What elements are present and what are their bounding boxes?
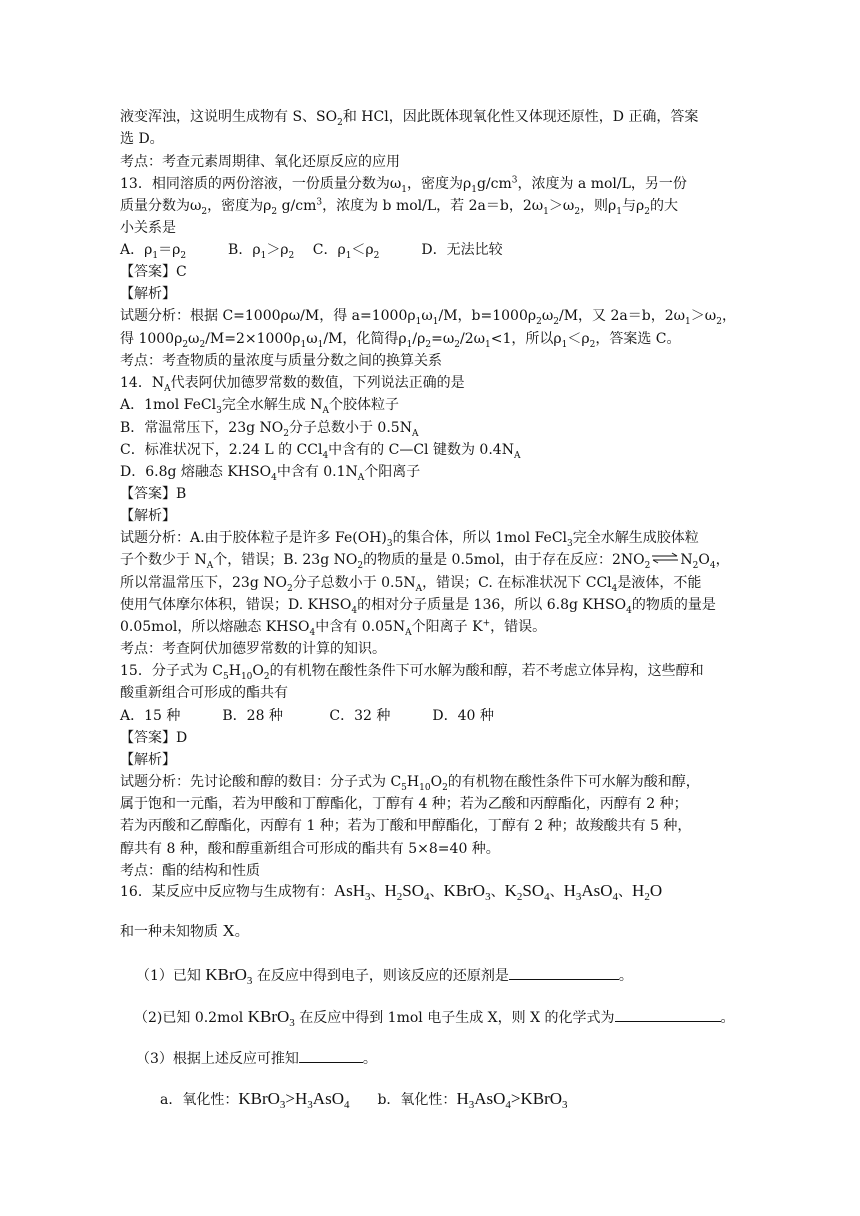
text-run: 、 [549,884,564,900]
text-run: <1，所以ρ [490,331,562,347]
text-line [120,638,760,660]
subscript: A [415,583,423,594]
text-line [120,793,760,815]
text-run: ，错误；C. 在标准状况下 CCl [422,575,612,591]
formula-text: AsO [474,1089,506,1108]
formula-subscript: 2 [644,890,650,903]
text-line [120,328,760,350]
subscript: 2 [425,339,432,350]
subscript: A [164,383,171,394]
text-run: D．6.8g 熔融态 KHSO [120,464,272,480]
text-run: 考点：考查物质的量浓度与质量分数之间的换算关系 [120,353,442,369]
text-line [120,106,760,128]
text-run: 选 D。 [120,131,164,147]
answer-blank[interactable] [615,1007,721,1022]
formula-text: K [504,881,517,900]
text-run: 是液体，不能 [617,575,702,591]
formula-subscript: 3 [279,1098,286,1111]
text-line [120,461,760,483]
text-run: g/cm [476,176,512,192]
subscript: 4 [309,627,316,638]
subscript: 4 [626,605,632,616]
text-line [120,217,760,239]
text-run: ，错误。 [490,619,547,635]
text-run: 的有机物在酸性条件下可水解为酸和醇，若不考虑立体异构，这些醇和 [269,663,704,679]
text-run: 和 HCl，因此既体现氧化性又体现还原性，D 正确，答案 [342,109,699,125]
text-run: ， [721,308,736,324]
text-line [120,483,760,505]
text-run: g/cm [277,198,317,214]
text-run: 个阳离子 K [411,619,483,635]
formula-text: H [632,881,645,900]
text-run: 16．某反应中反应物与生成物有： [120,884,334,900]
text-line [120,660,760,682]
text-run: 0.05mol，所以熔融态 KHSO [120,619,310,635]
text-run: 【解析】 [120,752,176,768]
subscript: 2 [589,339,596,350]
formula-text: O [649,881,663,900]
text-run: ＝ρ [158,242,181,258]
text-run: ＜ρ [567,331,590,347]
text-run: ＞ρ [266,242,289,258]
subscript: 4 [322,450,329,461]
text-line [120,394,760,416]
question-16-line [134,1004,774,1031]
text-line [120,682,760,704]
text-line [120,372,760,394]
text-run: 个阳离子 [364,464,421,480]
question-16-line [136,962,776,989]
text-line [120,705,760,727]
subscript: 1 [616,206,623,217]
subscript: 2 [283,428,289,439]
question-16-line [120,918,760,945]
text-run: ， [715,552,730,568]
text-line [120,771,760,793]
text-run: ＜ρ [351,242,374,258]
subscript: 1 [260,250,267,261]
subscript: 2 [180,250,187,261]
text-run: O [430,774,443,790]
text-run: ，答案选 C。 [595,331,681,347]
text-run: 15．分子式为 C [120,663,223,679]
subscript: 2 [201,206,208,217]
text-line [120,549,760,571]
subscript: 1 [152,250,159,261]
formula-text: KBrO [238,1089,280,1108]
subscript: 4 [709,560,716,571]
formula-subscript: 4 [544,890,550,903]
text-run: 代表阿伏加德罗常数的数值，下列说法正确的是 [170,375,465,391]
subscript: 2 [442,782,448,793]
formula-subscript: 3 [307,1098,313,1111]
subscript: 2 [288,250,295,261]
text-run: H [228,663,241,679]
text-run: A．1mol FeCl [120,397,217,413]
subscript: A [206,560,214,571]
subscript: 4 [351,605,358,616]
text-run: 分子总数小于 0.5N [288,420,412,436]
subscript: 3 [386,538,393,549]
subscript: 2 [536,316,542,327]
text-run: 酸重新组合可形成的酯共有 [120,685,288,701]
answer-blank[interactable] [299,1048,363,1063]
formula-text: >KBrO [510,1089,563,1108]
text-run: 、 [618,884,633,900]
text-run: ω [188,331,200,347]
text-run: A．ρ [120,242,153,258]
question-16-line [160,1086,800,1113]
superscript: + [482,618,491,629]
superscript: 3 [511,175,518,186]
text-line [120,572,760,594]
text-line [120,439,760,461]
text-run: A．15 种 B．28 种 C．32 种 D．40 种 [120,708,494,724]
text-run: 小关系是 [120,220,176,236]
text-run: 醇共有 8 种，酸和醇重新组合可形成的酯共有 5×8=40 种。 [120,841,500,857]
text-run: 、 [370,884,385,900]
text-line [120,727,760,749]
formula-subscript: 3 [365,890,371,903]
text-run: 【解析】 [120,286,176,302]
text-run: /M=2×1000ρ [205,331,301,347]
text-run: 中含有的 C—Cl 键数为 0.4N [328,442,514,458]
text-line [120,195,760,217]
formula-text: H [563,881,576,900]
question-16-line [136,1046,776,1072]
text-run: 若为丙酸和乙醇酯化，丙醇有 1 种；若为丁酸和甲醇酯化，丁醇有 2 种；故羧酸共有 5 种， [120,818,692,834]
subscript: 1 [561,339,568,350]
formula-subscript: 4 [505,1098,511,1111]
subscript: 1 [406,339,413,350]
text-run: 个，错误；B. 23g NO [213,552,358,568]
formula-text: AsH [333,881,365,900]
formula-subscript: 4 [612,890,619,903]
formula-text: H [456,1089,469,1108]
text-run: N [680,552,693,568]
text-run: 的相对分子质量是 136，所以 6.8g KHSO [357,597,627,613]
formula-text: AsO [312,1089,344,1108]
text-run: 子个数少于 N [120,552,207,568]
text-run: H [406,774,420,790]
text-run: 使用气体摩尔体积，错误；D. KHSO [120,597,352,613]
subscript: 3 [567,538,573,549]
formula-subscript: 3 [575,890,582,903]
text-run: 。 [234,924,249,940]
subscript: 2 [373,250,380,261]
formula-text: AsO [581,881,613,900]
text-run: 中含有 0.1N [276,464,358,480]
text-line [120,527,760,549]
subscript: 10 [419,782,431,793]
formula-subscript: 3 [485,890,491,903]
text-line [120,305,760,327]
subscript: 2 [644,206,650,217]
text-run: 在反应中得到 1mol 电子生成 X，则 X 的化学式为 [294,1010,615,1026]
text-run: O [698,552,710,568]
text-run: ω [306,331,318,347]
text-run: /M，又 2a＝b，2ω [559,308,686,324]
subscript: 2 [263,671,270,682]
text-run: 的物质的量是 [631,597,716,613]
equilibrium-arrow-icon [650,549,680,571]
text-line [120,350,760,372]
subscript: 1 [317,339,324,350]
text-line [120,128,760,150]
text-run: 14．N [120,375,165,391]
text-run: ，密度为ρ [207,198,272,214]
text-run: 个胶体粒子 [329,397,400,413]
text-run: 。 [720,1010,735,1026]
text-run: ω [421,308,433,324]
formula-subscript: 3 [562,1098,568,1111]
text-line [120,151,760,173]
subscript: 5 [401,782,407,793]
text-run: O [252,663,264,679]
subscript: 2 [553,316,559,327]
subscript: A [513,450,521,461]
subscript: 2 [644,560,651,571]
subscript: 1 [415,316,422,327]
text-run: C．ρ [294,242,346,258]
text-run: D．无法比较 [379,242,503,258]
subscript: 2 [286,583,293,594]
text-line [120,261,760,283]
subscript: 10 [240,671,253,682]
subscript: 1 [300,339,307,350]
text-run: 属于饱和一元酯，若为甲酸和丁醇酯化，丁醇有 4 种；若为乙酸和丙醇酯化，丙醇有 2 种； [120,796,688,812]
formula-text: KBrO [443,881,486,900]
subscript: 3 [216,405,222,416]
text-run: 13．相同溶质的两份溶液，一份质量分数为ω [120,176,402,192]
text-run: （3）根据上述反应可推知 [136,1051,299,1067]
question-16-line [120,878,760,905]
text-run: =ω [431,331,455,347]
subscript: 2 [337,117,343,128]
text-run: 液变浑浊，这说明生成物有 S、SO [120,109,338,125]
text-run: 得 1000ρ [120,331,183,347]
subscript: 4 [611,583,618,594]
subscript: 2 [271,206,278,217]
text-run: B．常温常压下，23g NO [120,420,284,436]
formula-text: KBrO [247,1007,290,1026]
superscript: 3 [316,197,323,208]
text-run: ＞ω [690,308,717,324]
text-run: ＞ω [548,198,575,214]
text-run: a．氧化性： [160,1092,239,1108]
subscript: 2 [692,560,699,571]
formula-subscript: 3 [468,1098,475,1111]
subscript: 2 [574,206,581,217]
text-run: ，则ρ [580,198,617,214]
text-line [120,505,760,527]
subscript: 2 [357,560,364,571]
text-run: B．ρ [186,242,261,258]
text-line [120,594,760,616]
text-run: 完全水解生成胶体粒 [572,530,699,546]
text-run: /M，b=1000ρ [438,308,537,324]
text-run: 在反应中得到电子，则该反应的还原剂是 [252,968,509,984]
text-run: ω [541,308,554,324]
formula-text: X [222,921,235,940]
formula-text: H [384,881,397,900]
text-run: /2ω [459,331,486,347]
text-run: 考点：考查元素周期律、氧化还原反应的应用 [120,154,400,170]
text-run: 、 [490,884,505,900]
text-run: 所以常温常压下，23g NO [120,575,287,591]
text-run: 【答案】C [120,264,187,280]
text-run: /M，化简得ρ [323,331,407,347]
text-run: 分子总数小于 0.5N [292,575,416,591]
subscript: 2 [716,316,722,327]
text-run: 【解析】 [120,508,176,524]
text-run: 的物质的量是 0.5mol，由于存在反应：2NO [363,552,645,568]
subscript: 1 [401,184,407,195]
formula-text: >H [285,1089,308,1108]
formula-text: SO [402,881,425,900]
subscript: 1 [685,316,691,327]
subscript: 1 [485,339,491,350]
formula-subscript: 2 [396,890,403,903]
text-line [120,616,760,638]
subscript: 4 [271,472,277,483]
text-run: b．氧化性： [349,1092,457,1108]
text-line [120,173,760,195]
text-run: ，浓度为 a mol/L，另一份 [517,176,687,192]
text-run: （2)已知 0.2mol [134,1010,248,1026]
text-run: 中含有 0.05N [315,619,406,635]
text-run: /ρ [412,331,426,347]
text-line [120,239,760,261]
text-line [120,283,760,305]
formula-text: SO [522,881,545,900]
text-run: 与ρ [622,198,645,214]
text-run: 。 [618,968,633,984]
subscript: A [357,472,365,483]
subscript: 1 [432,316,439,327]
text-run: C．标准状况下，2.24 L 的 CCl [120,442,323,458]
text-run: 质量分数为ω [120,198,202,214]
text-run: 试题分析：A.由于胶体粒子是许多 Fe(OH) [120,530,387,546]
subscript: 1 [471,184,477,195]
subscript: 2 [199,339,206,350]
text-run: 【答案】D [120,730,188,746]
text-run: （1）已知 [136,968,206,984]
formula-subscript: 3 [246,974,253,987]
text-line [120,838,760,860]
subscript: 2 [182,339,189,350]
text-run: 试题分析：先讨论酸和醇的数目：分子式为 C [120,774,402,790]
formula-subscript: 3 [289,1016,295,1029]
formula-subscript: 4 [424,890,430,903]
subscript: A [411,428,419,439]
text-run: 试题分析：根据 C=1000ρω/M，得 a=1000ρ [120,308,416,324]
subscript: A [405,627,412,638]
text-run: 和一种未知物质 [120,924,223,940]
subscript: 5 [222,671,229,682]
text-run: 。 [362,1051,377,1067]
formula-subscript: 4 [343,1098,350,1111]
text-run: ，浓度为 b mol/L，若 2a＝b，2ω [322,198,544,214]
text-run: 考点：酯的结构和性质 [120,863,260,879]
text-run: 【答案】B [120,486,187,502]
text-run: 考点：考查阿伏加德罗常数的计算的知识。 [120,641,386,657]
text-line [120,749,760,771]
subscript: 1 [345,250,352,261]
answer-blank[interactable] [509,965,619,980]
formula-text: KBrO [205,965,247,984]
text-run: ，密度为ρ [406,176,472,192]
text-run: 、 [429,884,444,900]
subscript: 1 [543,206,549,217]
formula-subscript: 2 [516,890,523,903]
text-run: 的集合体，所以 1mol FeCl [392,530,568,546]
text-run: 完全水解生成 N [221,397,323,413]
subscript: 2 [454,339,460,350]
text-run: 的有机物在酸性条件下可水解为酸和醇， [447,774,700,790]
text-line [120,815,760,837]
text-run: 的大 [649,198,678,214]
text-line [120,417,760,439]
subscript: A [322,405,330,416]
